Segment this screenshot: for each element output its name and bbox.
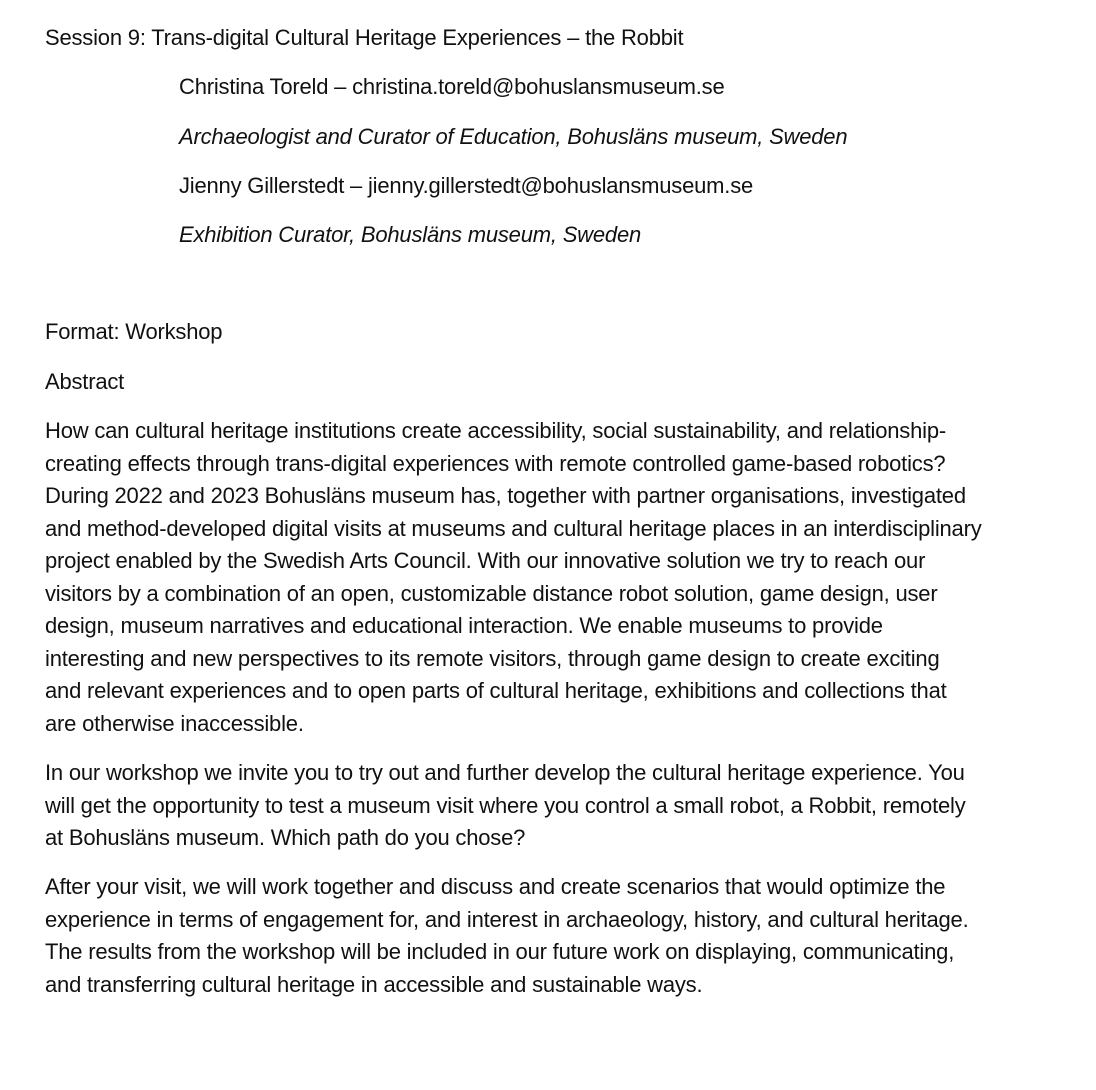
paragraph-line: creating effects through trans-digital experiences with remote controlled game-based robotics?	[45, 450, 946, 476]
abstract-paragraph-2	[45, 757, 1055, 855]
abstract-paragraph-1	[45, 415, 1055, 740]
paragraph-line: will get the opportunity to test a museum visit where you control a small robot, a Robbit, remotely	[45, 792, 966, 818]
abstract-paragraph-3	[45, 871, 1055, 1001]
paragraph-line: After your visit, we will work together and discuss and create scenarios that would optimize the	[45, 874, 946, 899]
paragraph-line: at Bohusläns museum. Which path do you chose?	[45, 825, 526, 850]
author-2-name-email: Jienny Gillerstedt – jienny.gillerstedt@bohuslansmuseum.se	[179, 173, 754, 198]
session-title: Session 9: Trans-digital Cultural Heritage Experiences – the Robbit	[45, 25, 684, 50]
format-line: Format: Workshop	[45, 319, 223, 344]
paragraph-line: The results from the workshop will be included in our future work on displaying, communicating,	[45, 939, 955, 964]
paragraph-line: and relevant experiences and to open parts of cultural heritage, exhibitions and collections that	[45, 678, 947, 703]
author-1-name-email: Christina Toreld – christina.toreld@bohuslansmuseum.se	[179, 74, 725, 99]
abstract-heading: Abstract	[45, 369, 125, 394]
author-2-affiliation: Exhibition Curator, Bohusläns museum, Sweden	[179, 222, 642, 247]
paragraph-line: visitors by a combination of an open, customizable distance robot solution, game design, user	[45, 580, 938, 606]
paragraph-line: During 2022 and 2023 Bohusläns museum has, together with partner organisations, investigated	[45, 483, 966, 508]
paragraph-line: How can cultural heritage institutions create accessibility, social sustainability, and relationship-	[45, 418, 946, 443]
paragraph-line: and method-developed digital visits at museums and cultural heritage places in an interdisciplinary	[45, 515, 982, 541]
paragraph-line: and transferring cultural heritage in accessible and sustainable ways.	[45, 971, 703, 997]
paragraph-line: In our workshop we invite you to try out and further develop the cultural heritage experience. You	[45, 760, 965, 785]
paragraph-line: experience in terms of engagement for, and interest in archaeology, history, and cultural heritage.	[45, 906, 969, 932]
author-1-affiliation: Archaeologist and Curator of Education, Bohusläns museum, Sweden	[179, 124, 848, 149]
paragraph-line: interesting and new perspectives to its remote visitors, through game design to create exciting	[45, 645, 940, 671]
paragraph-line: are otherwise inaccessible.	[45, 710, 304, 736]
paragraph-line: project enabled by the Swedish Arts Council. With our innovative solution we try to reach our	[45, 548, 926, 573]
paragraph-line: design, museum narratives and educational interaction. We enable museums to provide	[45, 613, 883, 638]
